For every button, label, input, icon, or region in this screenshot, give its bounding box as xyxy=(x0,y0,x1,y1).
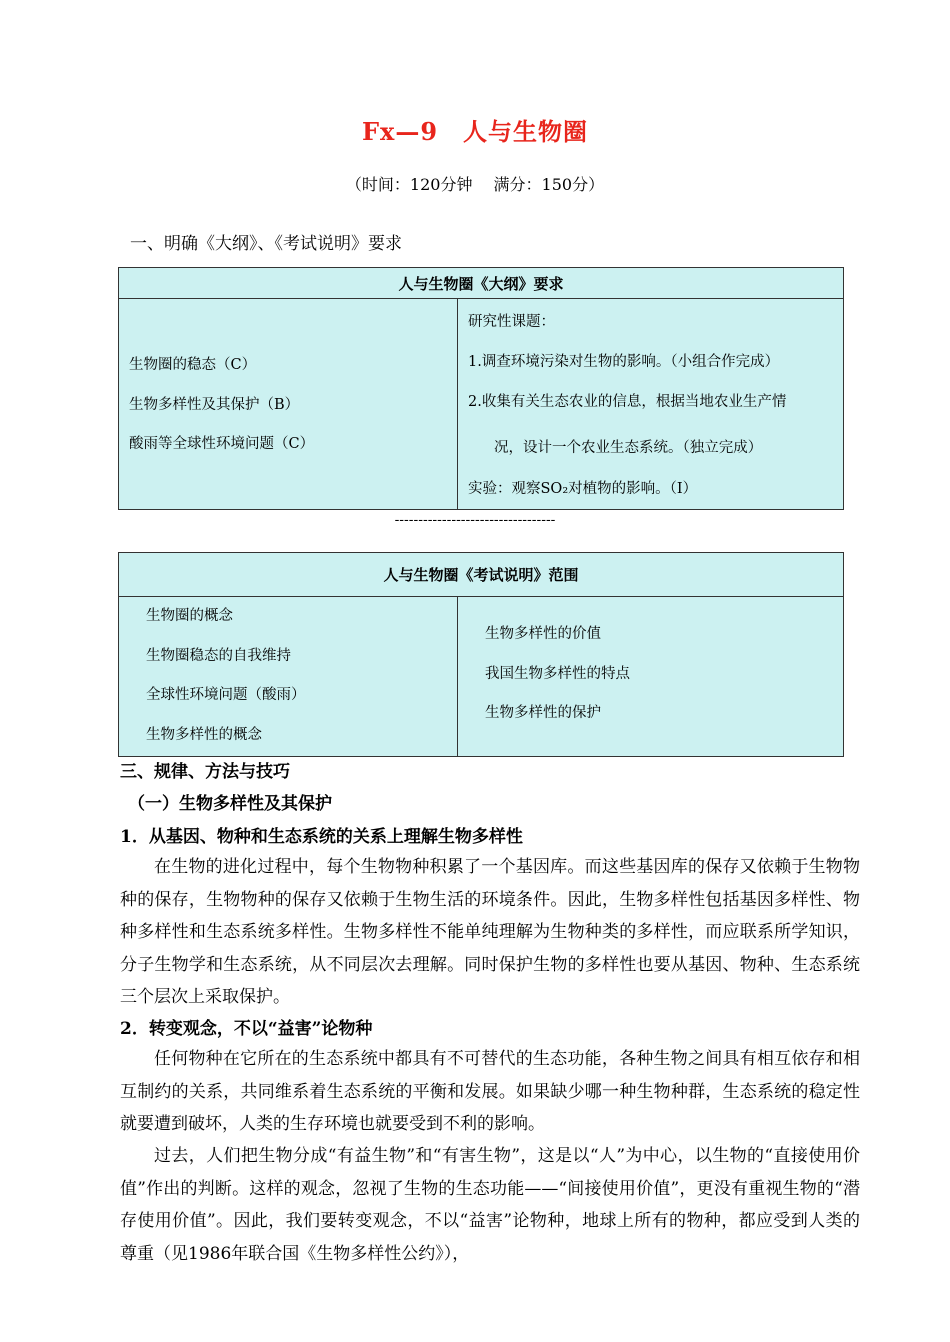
point1-paragraph xyxy=(120,851,860,1014)
exam-scope-right-cell xyxy=(458,597,844,757)
subsection1-heading: （一）生物多样性及其保护 xyxy=(128,794,332,814)
point2-heading: 2．转变观念，不以“益害”论物种 xyxy=(120,1019,373,1039)
research-item: 2.收集有关生态农业的信息，根据当地农业生产情 xyxy=(468,394,787,410)
point2-paragraph-1 xyxy=(120,1043,860,1141)
research-topic-label: 研究性课题： xyxy=(468,314,555,330)
syllabus-item: 生物多样性及其保护（B） xyxy=(129,396,300,413)
point2-paragraph-2 xyxy=(120,1140,860,1270)
page-title: Fx—9 人与生物圈 xyxy=(361,117,589,146)
scope-item: 全球性环境问题（酸雨） xyxy=(146,687,306,703)
scope-item: 我国生物多样性的特点 xyxy=(485,665,630,682)
scope-item: 生物多样性的保护 xyxy=(485,705,601,721)
paragraph-text: 任何物种在它所在的生态系统中都具有不可替代的生态功能，各种生物之间具有相互依存和相互制约的关系，共同维系着生态系统的平衡和发展。如果缺少哪一种生物种群，生态系统的稳定性就要遭到破坏，人类的生存环境也就要受到不利的影响。 xyxy=(120,1049,860,1134)
exam-scope-table xyxy=(118,552,844,757)
scope-item: 生物圈的概念 xyxy=(146,608,233,624)
research-item-continued: 况，设计一个农业生态系统。（独立完成） xyxy=(494,440,763,456)
syllabus-table-header: 人与生物圈《大纲》要求 xyxy=(119,268,844,299)
syllabus-item: 酸雨等全球性环境问题（C） xyxy=(129,436,315,452)
scope-item: 生物多样性的价值 xyxy=(485,626,601,642)
paragraph-text: 过去，人们把生物分成“有益生物”和“有害生物”，这是以“人”为中心，以生物的“直接使用价值”作出的判断。这样的观念，忽视了生物的生态功能——“间接使用价值”，更没有重视生物的“潜存使用价值”。因此，我们要转变观念，不以“益害”论物种，地球上所有的物种，都应受到人类的尊重（见1986年联合国《生物多样性公约》）， xyxy=(120,1146,860,1264)
scope-item: 生物圈稳态的自我维持 xyxy=(146,647,291,664)
syllabus-right-cell xyxy=(458,299,844,510)
paragraph-text: 在生物的进化过程中，每个生物物种积累了一个基因库。而这些基因库的保存又依赖于生物物种的保存，生物物种的保存又依赖于生物生活的环境条件。因此，生物多样性包括基因多样性、物种多样性和生态系统多样性。生物多样性不能单纯理解为生物种类的多样性，而应联系所学知识，分子生物学和生态系统，从不同层次去理解。同时保护生物的多样性也要从基因、物种、生态系统三个层次上采取保护。 xyxy=(120,857,860,1007)
exam-scope-table-header: 人与生物圈《考试说明》范围 xyxy=(119,553,844,597)
syllabus-left-cell xyxy=(119,299,458,510)
exam-info: （时间：120分钟 满分：150分） xyxy=(345,175,605,194)
syllabus-table xyxy=(118,267,844,510)
exam-scope-left-cell xyxy=(119,597,458,757)
experiment-item: 实验：观察SO₂对植物的影响。（I） xyxy=(468,481,698,497)
separator-line: ---------------------------------- xyxy=(394,512,556,528)
section3-heading: 三、规律、方法与技巧 xyxy=(120,762,290,782)
syllabus-item: 生物圈的稳态（C） xyxy=(129,357,257,373)
scope-item: 生物多样性的概念 xyxy=(146,726,262,743)
section1-heading: 一、明确《大纲》、《考试说明》要求 xyxy=(130,234,402,254)
point1-heading: 1．从基因、物种和生态系统的关系上理解生物多样性 xyxy=(120,827,523,847)
research-item: 1.调查环境污染对生物的影响。（小组合作完成） xyxy=(468,353,780,370)
